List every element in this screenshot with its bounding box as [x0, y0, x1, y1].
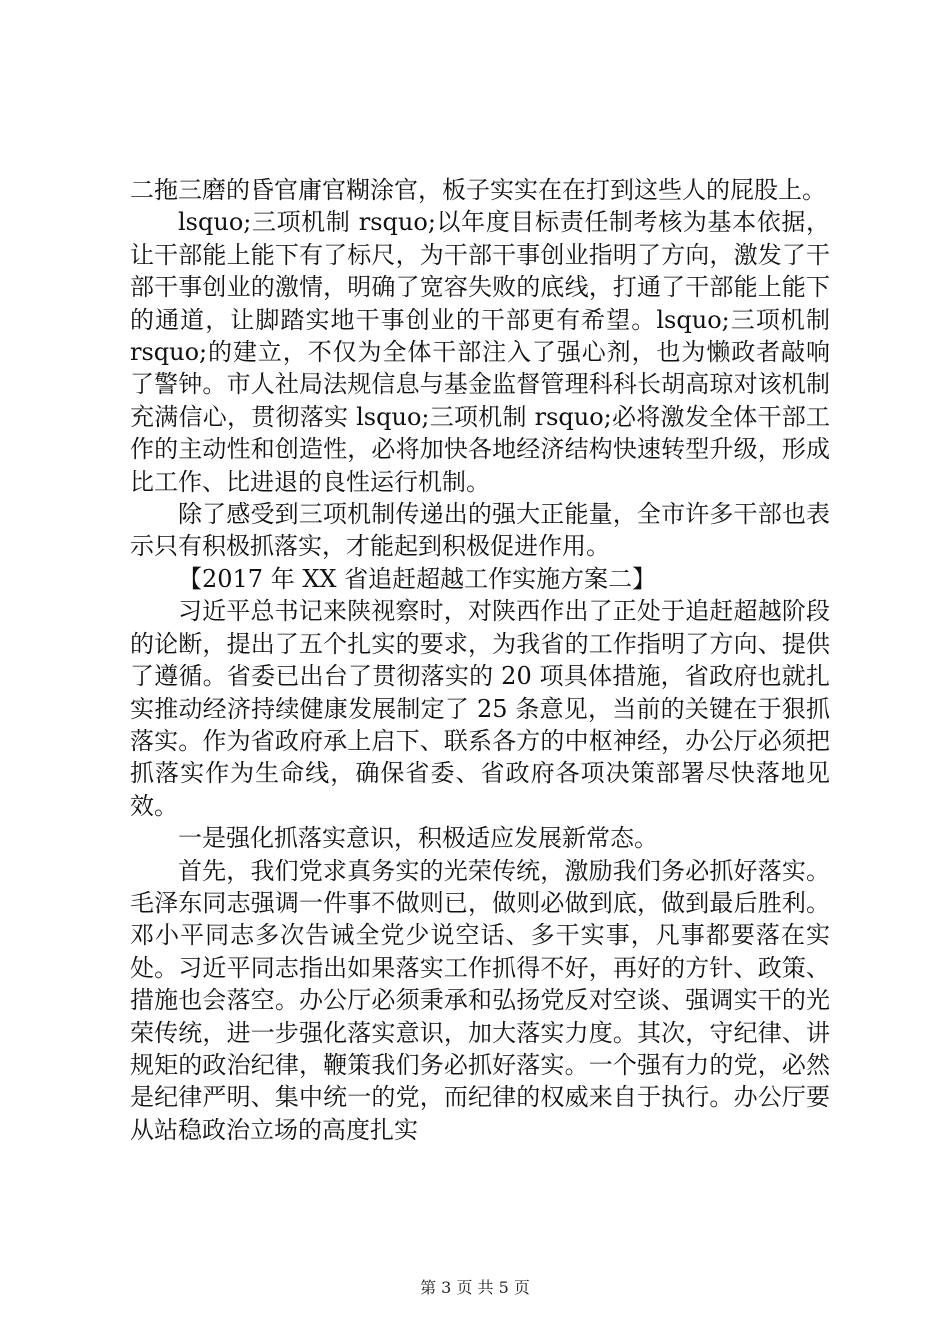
section-heading: 【2017 年 XX 省追赶超越工作实施方案二】	[178, 564, 657, 593]
paragraph: 一是强化抓落实意识，积极适应发展新常态。	[178, 824, 658, 853]
paragraph: 习近平总书记来陕视察时，对陕西作出了正处于追赶超越阶段的论断，提出了五个扎实的要求，为我省的工作指明了方向、提供了遵循。省委已出台了贯彻落实的 20 项具体措施，省政府也就扎实推动经济持续健康发展制定了 25 条意见，当前的关键在于狠抓落实。作为省政府承上启下、联系各方的中枢神经，办公厅必须把抓落实作为生命线，确保省委、省政府各项决策部署尽快落地见效。	[130, 597, 830, 820]
document-body	[130, 174, 830, 1146]
paragraph: 二拖三磨的昏官庸官糊涂官，板子实实在在打到这些人的屁股上。	[130, 176, 826, 204]
page-number-footer: 第 3 页 共 5 页	[420, 1278, 530, 1297]
paragraph: 首先，我们党求真务实的光荣传统，激励我们务必抓好落实。毛泽东同志强调一件事不做则已，做则必做到底，做到最后胜利。邓小平同志多次告诫全党少说空话、多干实事，凡事都要落在实处。习近平同志指出如果落实工作抓得不好，再好的方针、政策、措施也会落空。办公厅必须秉承和弘扬党反对空谈、强调实干的光荣传统，进一步强化落实意识，加大落实力度。其次，守纪律、讲规矩的政治纪律，鞭策我们务必抓好落实。一个强有力的党，必然是纪律严明、集中统一的党，而纪律的权威来自于执行。办公厅要从站稳政治立场的高度扎实	[130, 856, 830, 1144]
paragraph: lsquo;三项机制 rsquo;以年度目标责任制考核为基本依据，让干部能上能下有了标尺，为干部干事创业指明了方向，激发了干部干事创业的激情，明确了宽容失败的底线，打通了干部能上能下的通道，让脚踏实地干事创业的干部更有希望。lsquo;三项机制 rsquo;的建立，不仅为全体干部注入了强心剂，也为懒政者敲响了警钟。市人社局法规信息与基金监督管理科科长胡高琼对该机制充满信心，贯彻落实 lsquo;三项机制 rsquo;必将激发全体干部工作的主动性和创造性，必将加快各地经济结构快速转型升级，形成比工作、比进退的良性运行机制。	[130, 208, 830, 496]
paragraph: 除了感受到三项机制传递出的强大正能量，全市许多干部也表示只有积极抓落实，才能起到积极促进作用。	[130, 500, 830, 561]
